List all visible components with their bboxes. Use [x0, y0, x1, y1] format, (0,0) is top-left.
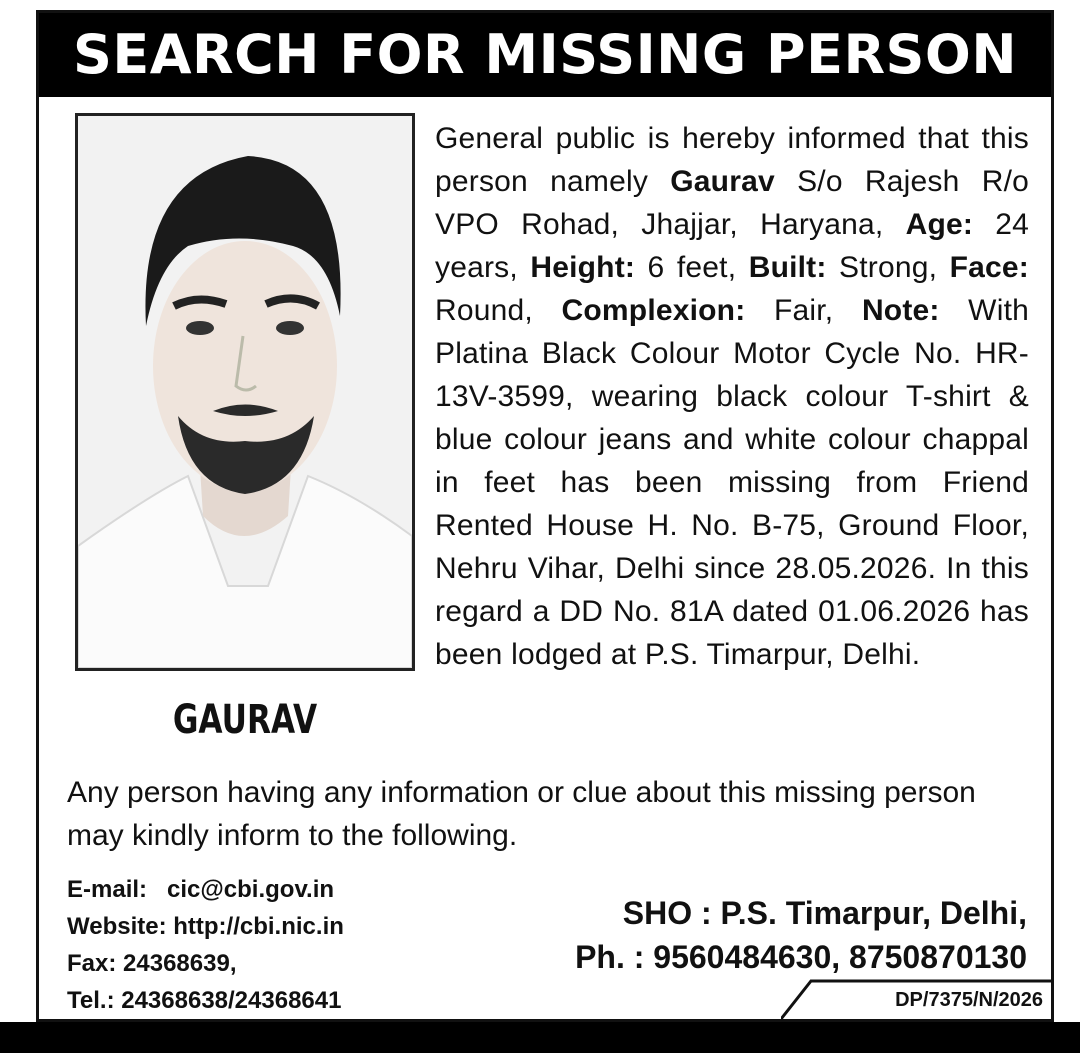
height-value: 6 feet, [635, 251, 749, 284]
tel-row [67, 982, 487, 1019]
note-value: With Platina Black Colour Motor Cycle No. HR-13V-3599, wearing black colour T-shirt & blue colour jeans and white colour chappal in feet has been missing from Friend Rented House H. No. B-75, Ground Floor, Nehru Vihar, Delhi since 28.05.2026. In this regard a DD No. 81A dated 01.06.2026 has been lodged at P.S. Timarpur, Delhi. [435, 294, 1029, 671]
text-segment: General public is hereby informed that this person namely [435, 122, 1029, 198]
text-segment: S/o Rajesh R/o VPO Rohad, Jhajjar, Haryana, [435, 165, 1029, 241]
sho-line: SHO : P.S. Timarpur, Delhi, [622, 895, 1027, 931]
sho-phone: Ph. : 9560484630, 8750870130 [575, 939, 1027, 975]
email-label: E-mail: [67, 876, 148, 903]
height-label: Height: [530, 251, 636, 284]
notice-description [435, 117, 1029, 676]
notice-title: SEARCH FOR MISSING PERSON [39, 13, 1051, 97]
reference-code: DP/7375/N/2026 [895, 989, 1043, 1011]
fax-row [67, 945, 487, 982]
website-link[interactable]: http://cbi.nic.in [173, 913, 344, 940]
built-value: Strong, [826, 251, 950, 284]
person-portrait-icon [78, 116, 412, 668]
tel-value: 24368638/24368641 [121, 987, 342, 1014]
age-label: Age: [905, 208, 974, 241]
photo-caption: GAURAV [172, 697, 318, 743]
note-label: Note: [861, 294, 940, 327]
notice-frame [36, 10, 1054, 1022]
sho-contact [575, 891, 1027, 979]
complexion-label: Complexion: [561, 294, 746, 327]
face-label: Face: [949, 251, 1029, 284]
age-value: 24 years, [435, 208, 1029, 284]
website-label: Website: [67, 913, 167, 940]
fax-label: Fax: [67, 950, 117, 977]
missing-person-photo [75, 113, 415, 671]
inform-request: Any person having any information or clue about this missing person may kindly inform to the following. [67, 776, 976, 852]
tel-label: Tel.: [67, 987, 115, 1014]
complexion-value: Fair, [745, 294, 862, 327]
contact-details [67, 871, 487, 1019]
face-value: Round, [435, 294, 562, 327]
fax-value: 24368639, [123, 950, 237, 977]
email-value[interactable]: cic@cbi.gov.in [167, 876, 335, 903]
built-label: Built: [748, 251, 827, 284]
person-name: Gaurav [670, 165, 775, 198]
email-row [67, 871, 487, 908]
website-row [67, 908, 487, 945]
bottom-bar [0, 1022, 1080, 1053]
